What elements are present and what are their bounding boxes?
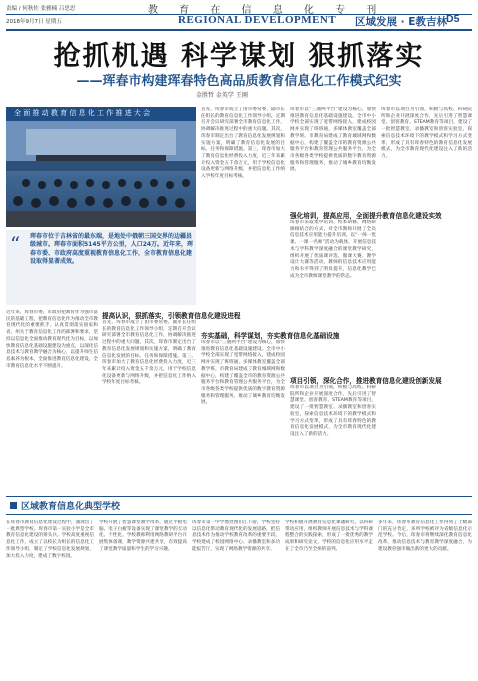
section-heading: 项目引领，深化合作，推进教育信息化建设创新发展 xyxy=(290,377,442,385)
section-heading: 强化培训，提高应用，全面提升教育信息化建设实效 xyxy=(290,212,442,220)
supplement-title: 教 育 在 信 息 化 专 刊 xyxy=(148,5,386,16)
section-title-cn: 区域发展 · E教吉林 xyxy=(355,16,447,28)
section2-rule xyxy=(6,514,472,515)
section-heading: 夯实基础，科学谋划，夯实教育信息化基础设施 xyxy=(201,332,340,340)
editor-credits: 责编 / 何秋佐 张雅楠 吕思思 xyxy=(6,6,76,12)
section-divider xyxy=(6,496,472,497)
school-column: 多年来，珲春市教育信息化工作得到了上级部门的充分肯定，多所学校被评为省级信息化示范学校。今后，珲春市将继续深化教育信息化改革，推动信息技术与教育教学深度融合，为建设教育强市做出新的更大的贡献。 xyxy=(378,520,472,552)
article-column: 珲春市以项目为引领，积极与高校、科研院所和企业开展深度合作，先后引进了智慧课堂、创客教育、STEAM教育等项目，建设了一批智慧教室、录播教室和创客实验室，探索信息技术环境下的教学模式和学习方式变革，形成了具有珲春特色的教育信息化发展模式，为全市教育现代化建设注入了新的活力。 xyxy=(381,107,472,159)
article-column: 珲春市采取集中培训、校本研修、网络研修相结合的方式，对全市教师开展了全员信息技术应用能力提升培训。以“一师一优课、一课一名师”活动为载体，开展信息技术与学科教学深度融合的课堂教学研究，组织开展了优质课评选、微课大赛、教学设计大赛等活动，教师的信息技术应用能力和水平得到了明显提升，信息化教学已成为全市教师课堂教学的常态。 xyxy=(290,220,376,279)
conference-scene-image xyxy=(6,107,196,227)
section-title-en: REGIONAL DEVELOPMENT xyxy=(178,14,337,26)
article-headline: 抢抓机遇 科学谋划 狠抓落实 xyxy=(53,41,425,72)
conference-photo xyxy=(6,107,196,227)
article-column: 首先，珲春市成立了由市委常委、副市长任组长的教育信息化工作领导小组，定期召开会议研究部署全市教育信息化工作，协调解决推进过程中的重大问题。其次，珲春市制定出台了教育信息化发展规划和实施方案，明确了教育信息化发展的目标、任务和保障措施。第三，珲春市加大了教育信息化经费投入力度，近三年来累计投入资金五千余万元，用于学校信息化设备更新与网络升级，并把信息化工作纳入学校年度目标考核。 xyxy=(102,320,196,386)
section2-header xyxy=(6,498,472,513)
page-number: D5 xyxy=(446,13,460,25)
photo-banner-text: 全 面 推 动 教 育 信 息 化 工 作 推 进 大 会 xyxy=(14,109,151,117)
page-header xyxy=(0,0,478,30)
issue-date: 2018年9月7日 星期五 xyxy=(6,19,62,25)
section-heading: 提高认识，狠抓落实，引领教育信息化建设进程 xyxy=(102,312,241,320)
school-column: 在珲春市教育信息化建设过程中，涌现出了一批典型学校。珲春市第一实验小学是全市教育信息化建设的排头兵。学校高度重视信息化工作，成立了以校长为组长的信息化工作领导小组，制定了学校信息化发展规划，加大投入力度，建成了数字校园。 xyxy=(6,520,94,559)
article-column: 首先，珲春市成立了由市委常委、副市长任组长的教育信息化工作领导小组，定期召开会议研究部署全市教育信息化工作，协调解决推进过程中的重大问题。其次，珲春市制定出台了教育信息化发展规划和实施方案，明确了教育信息化发展的目标、任务和保障措施。第三，珲春市加大了教育信息化经费投入力度，近三年来累计投入资金五千余万元，用于学校信息化设备更新与网络升级，并把信息化工作纳入学校年度目标考核。 xyxy=(201,107,285,180)
square-bullet-icon xyxy=(10,502,17,509)
article-byline: 金胜哲 金英学 王刚 xyxy=(196,92,248,99)
section2-title: 区域教育信息化典型学校 xyxy=(21,502,121,512)
school-column: 学校积极开展教育信息化课题研究，以科研带动应用，组织教师开展信息技术与学科课程整合的实践探索，形成了一批优秀的教学成果和研究论文，学校的信息化应用水平走在了全市乃至全州的前列。 xyxy=(285,520,373,552)
quote-icon: “ xyxy=(10,232,21,256)
article-column: 珲春市以项目为引领，积极与高校、科研院所和企业开展深度合作，先后引进了智慧课堂、创客教育、STEAM教育等项目，建设了一批智慧教室、录播教室和创客实验室，探索信息技术环境下的教学模式和学习方式变革，形成了具有珲春特色的教育信息化发展模式，为全市教育现代化建设注入了新的活力。 xyxy=(290,385,376,437)
school-column: 学校开展了智慧课堂教学改革，通过平板电脑、电子白板等设备实现了课堂教学的互动化、个性化。学校教师利用网络教研平台开展集体备课，教学资源共建共享，有效提高了课堂教学质量和学生的学习兴趣。 xyxy=(99,520,187,552)
article-intro: 珲春市位于吉林省的最东端，是地处中俄朝三国交界的边疆县级城市。珲春市面积5145平方公里，人口24万。近年来，珲春市委、市政府高度重视教育信息化工作，全市教育信息化建设取得显著成效。 xyxy=(30,233,194,265)
article-column: 珲春市以“三通两平台”建设为核心，加快推进教育信息化基础设施建设。全市中小学校全部实现了宽带网络接入，建成校园网并实现了班班通，多媒体教室覆盖全部教学班。市教育局建成了教育城域网和数据中心，构建了覆盖全市的教育资源公共服务平台和教育管理公共服务平台，为全市各级各类学校提供优质的数字教育资源服务和管理服务，推动了城乡教育均衡发展。 xyxy=(201,340,285,406)
article-column: 近年来，珲春市委、市政府把教育作为强市富民的基础工程，把教育信息化作为推动全市教育现代化的重要抓手，认真贯彻落实国家和省、州关于教育信息化工作的部署和要求，坚持以信息化全面推动教育现代化为目标，以加快教育信息化基础设施建设为重点，以深化信息技术与教育教学融合为核心，以提升师生信息素养为根本，全面推进教育信息化建设，全市教育信息化水平不断提升。 xyxy=(6,310,98,369)
article-column: 珲春市以“三通两平台”建设为核心，加快推进教育信息化基础设施建设。全市中小学校全部实现了宽带网络接入，建成校园网并实现了班班通，多媒体教室覆盖全部教学班。市教育局建成了教育城域网和数据中心，构建了覆盖全市的教育资源公共服务平台和教育管理公共服务平台，为全市各级各类学校提供优质的数字教育资源服务和管理服务，推动了城乡教育均衡发展。 xyxy=(290,107,376,173)
article-subheadline: ——珲春市构建珲春特色高品质教育信息化工作模式纪实 xyxy=(76,74,402,89)
school-column: 珲春市第一中学地处图们江下游，学校坚持以信息化带动教育现代化的发展思路，把信息技术作为推动学校教育改革的重要手段。学校建成了校园网络中心、录播教室和多功能报告厅，实现了网络教学资源的共享。 xyxy=(192,520,280,552)
